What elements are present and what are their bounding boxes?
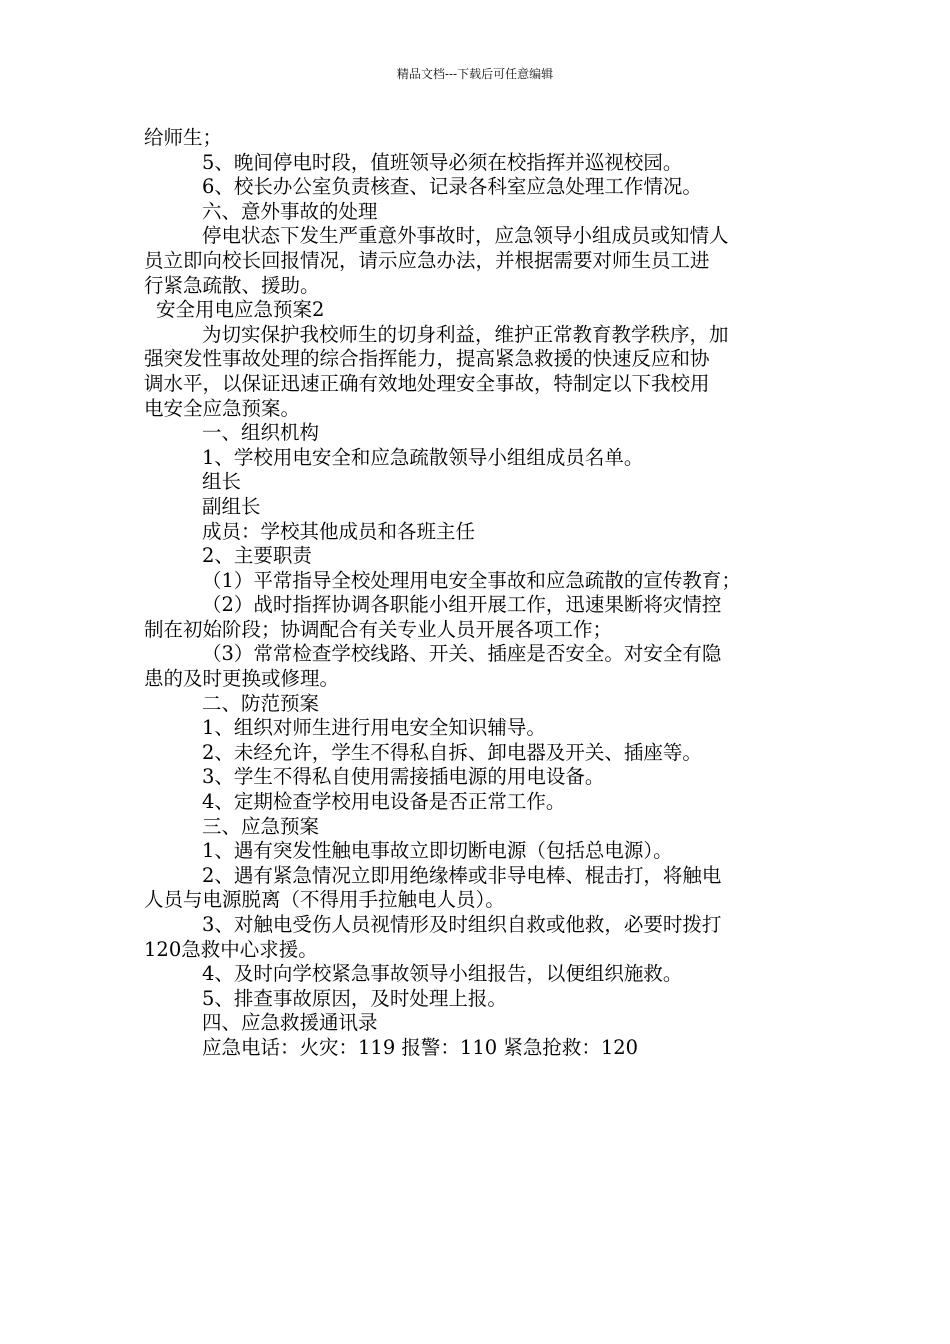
- text-line: 4、定期检查学校用电设备是否正常工作。: [202, 790, 566, 814]
- text-line: 行紧急疏散、援助。: [144, 273, 320, 297]
- text-line: 应急电话：火灾：119 报警：110 紧急抢救：120: [202, 1035, 639, 1059]
- text-line: 停电状态下发生严重意外事故时，应急领导小组成员或知情人: [202, 224, 729, 248]
- text-line: （3）常常检查学校线路、开关、插座是否安全。对安全有隐: [202, 642, 722, 666]
- text-line: 3、学生不得私自使用需接插电源的用电设备。: [202, 765, 605, 789]
- text-line: 1、组织对师生进行用电安全知识辅导。: [202, 716, 546, 740]
- text-line: 2、主要职责: [202, 544, 312, 568]
- text-line: 安全用电应急预案2: [156, 298, 325, 322]
- text-line: 1、学校用电安全和应急疏散领导小组组成员名单。: [202, 445, 644, 469]
- text-line: 六、意外事故的处理: [202, 199, 378, 223]
- text-line: 给师生；: [144, 126, 223, 149]
- text-line: 调水平，以保证迅速正确有效地处理安全事故，特制定以下我校用: [144, 371, 710, 395]
- text-line: 5、晚间停电时段，值班领导必须在校指挥并巡视校园。: [202, 150, 683, 174]
- text-line: 副组长: [202, 494, 261, 518]
- text-line: 120急救中心求援。: [144, 937, 318, 961]
- text-line: 人员与电源脱离（不得用手拉触电人员）。: [144, 888, 505, 912]
- text-line: 患的及时更换或修理。: [144, 667, 340, 691]
- document-body: [144, 126, 810, 1061]
- text-line: 6、校长办公室负责核查、记录各科室应急处理工作情况。: [202, 175, 702, 199]
- text-line: 四、应急救援通讯录: [202, 1011, 378, 1035]
- text-line: （2）战时指挥协调各职能小组开展工作，迅速果断将灾情控: [202, 593, 722, 617]
- text-line: 1、遇有突发性触电事故立即切断电源（包括总电源）。: [202, 839, 673, 863]
- text-line: 3、对触电受伤人员视情形及时组织自救或他救，必要时拨打: [202, 913, 722, 936]
- text-line: 2、未经允许，学生不得私自拆、卸电器及开关、插座等。: [202, 740, 702, 764]
- text-line: 成员：学校其他成员和各班主任: [202, 519, 476, 543]
- text-line: （1）平常指导全校处理用电安全事故和应急疏散的宣传教育；: [202, 568, 741, 592]
- text-line: 组长: [202, 470, 242, 494]
- page-header: 精品文档---下载后可任意编辑: [396, 67, 554, 81]
- text-line: 2、遇有紧急情况立即用绝缘棒或非导电棒、棍击打，将触电: [202, 863, 722, 887]
- text-line: 为切实保护我校师生的切身利益，维护正常教育教学秩序，加: [202, 322, 729, 346]
- text-line: 二、防范预案: [202, 691, 320, 715]
- text-line: 一、组织机构: [202, 421, 320, 445]
- text-line: 强突发性事故处理的综合指挥能力，提高紧急救援的快速反应和协: [144, 347, 710, 371]
- text-line: 电安全应急预案。: [144, 396, 301, 420]
- text-line: 制在初始阶段；协调配合有关专业人员开展各项工作；: [144, 617, 613, 641]
- text-line: 三、应急预案: [202, 814, 320, 838]
- text-line: 员立即向校长回报情况，请示应急办法，并根据需要对师生员工进: [144, 248, 710, 272]
- text-line: 5、排查事故原因，及时处理上报。: [202, 986, 507, 1010]
- text-line: 4、及时向学校紧急事故领导小组报告，以便组织施救。: [202, 962, 683, 986]
